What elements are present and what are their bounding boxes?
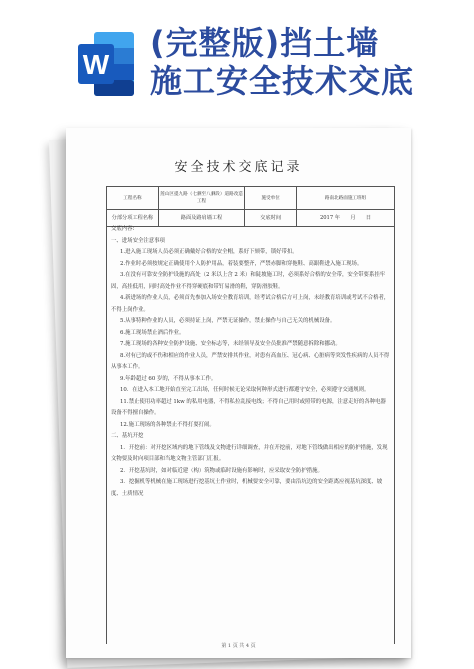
cover-title bbox=[150, 24, 470, 100]
document-page bbox=[66, 128, 411, 658]
info-table-row bbox=[107, 187, 395, 210]
table-cell: 施受单位 bbox=[245, 187, 297, 210]
content-paragraph: 1．开挖前：对开挖区域内的地下管线及文物进行详细调查，并在开挖前，对地下管线做出相应的防护措施，发现文物要及时向项目部和当地文物主管部门汇报。 bbox=[111, 444, 388, 462]
content-paragraph: 9.年龄超过 60 岁的，不得从事本工作。 bbox=[120, 375, 217, 382]
content-paragraph: 3.在没有可靠安全防护设施的高处（2 米以上含 2 米）和陡坡施工时，必须系好合格的安全带，安全带要系挂牢固，高挂低用，同时高处作业不得穿硬底和带钉易滑的鞋，穿防滑胶鞋。 bbox=[111, 272, 386, 290]
content-paragraph: 11.禁止使用功率超过 1kw 的私用电器，不得私拉乱接电线；不得自己用时或照带的电源，注意走好的各种电器设备不得擅自操作。 bbox=[111, 398, 386, 416]
svg-text:W: W bbox=[82, 49, 110, 80]
content-paragraph: 12.施工现场的各种禁止不得打耍打闹。 bbox=[120, 421, 215, 428]
table-cell: 交底时间 bbox=[245, 210, 297, 227]
cover-header bbox=[0, 0, 474, 118]
document-title: 安全技术交底记录 bbox=[174, 160, 303, 175]
content-paragraph: 6.施工现场禁止酒后作业。 bbox=[120, 329, 185, 336]
content-paragraph: 二、基坑开挖 bbox=[111, 433, 144, 439]
table-cell: 莲山区提九路（七驷至八驷段）道路改造工程 bbox=[158, 187, 244, 210]
content-paragraph: 5.从事特种作业的人员，必须持证上岗，严禁无证操作，禁止操作与自己无关的机械设备。 bbox=[120, 318, 336, 324]
content-paragraph: 2．开挖基坑时，如对临近建（构）筑物或临时设施有影响时，应采取安全防护措施。 bbox=[120, 467, 323, 474]
content-paragraph: 8.对有已的或不伤和相应的作业人员，严禁安排其作业，对患有高血压、冠心病、心脏病等突发性疾病的人员不得从事本工作。 bbox=[111, 352, 390, 370]
content-paragraph: 10．在进入本工地开始直至完工出场，任何时候无论采取何种形式进行都遵守安全，必须遵守交通规则。 bbox=[120, 387, 370, 393]
table-cell: 路面及路肩墙工程 bbox=[158, 210, 244, 227]
word-icon bbox=[78, 32, 134, 96]
cover-title-line-2: 施工安全技术交底 bbox=[150, 62, 415, 100]
table-cell: 工程名称 bbox=[107, 187, 159, 210]
content-paragraph: 2.作业时必须按规定正确使用个人防护用品，着装要整齐，严禁赤脚和穿拖鞋、高跟鞋进入施工现场。 bbox=[120, 260, 363, 267]
page-number: 第 1 页 共 4 页 bbox=[221, 643, 256, 649]
content-paragraph: 1.进入施工现场人员必须正确戴好合格的安全帽，系好下颏带，锁好带扣。 bbox=[120, 249, 298, 255]
disclosure-content bbox=[106, 224, 395, 644]
cover-title-line-1: (完整版)挡土墙 bbox=[150, 24, 380, 62]
table-cell: 路南北路面施工班组 bbox=[297, 187, 395, 210]
table-cell: 2017 年 月 日 bbox=[297, 210, 395, 227]
content-paragraph: 4.新进场的作业人员，必须首先参加入场安全教育培训，经考试合格后方可上岗，未经教育培训或考试不合格者，不得上岗作业。 bbox=[111, 295, 390, 313]
content-paragraph: 7.施工现场的各种安全防护设施、安全标志等，未经领导及安全员批准严禁随意拆除和挪动。 bbox=[120, 341, 341, 347]
content-paragraph: 交底内容: bbox=[111, 226, 135, 232]
content-paragraph: 3．挖掘机等机械在施工现场进行挖基坑土作业时，机械要安全可靠，要由沿坑边的安全距离应视基坑深度、坡度、土质情况 bbox=[111, 479, 383, 497]
info-table bbox=[106, 186, 395, 227]
table-cell: 分部分项工程名称 bbox=[107, 210, 159, 227]
content-paragraph: 一、进场安全注意事项 bbox=[111, 237, 165, 244]
